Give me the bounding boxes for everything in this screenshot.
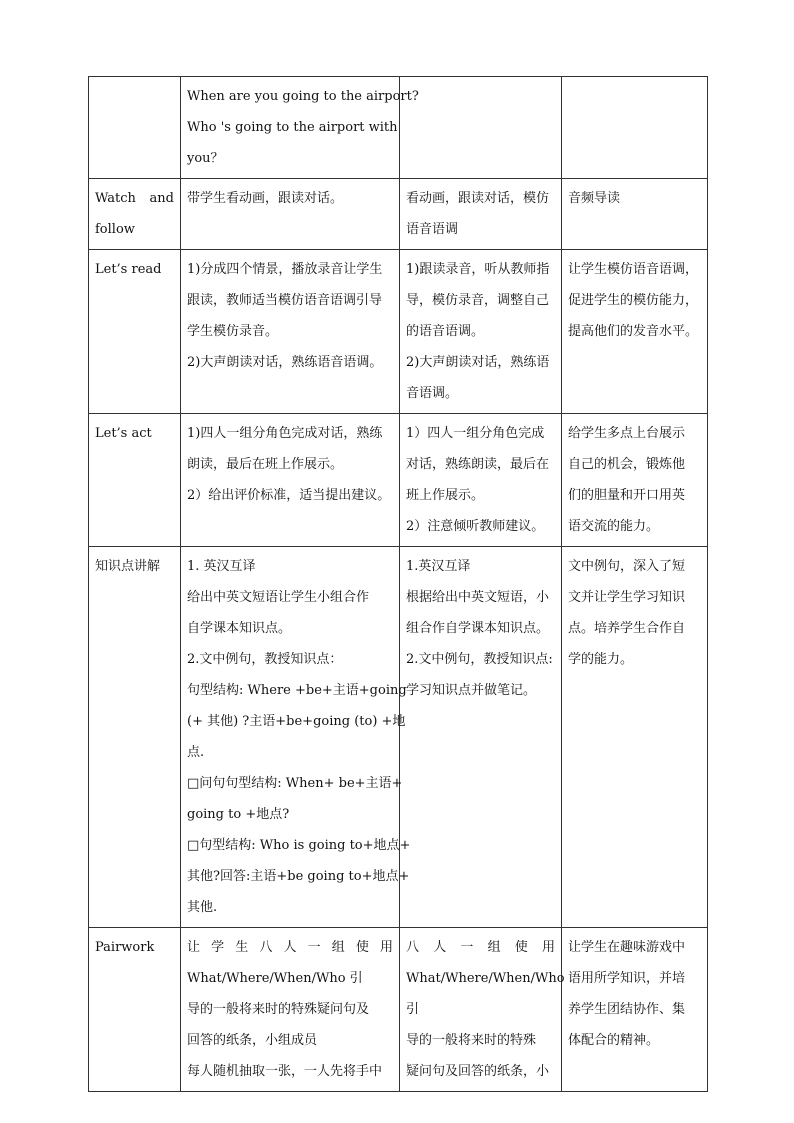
cell-student (400, 928, 565, 1092)
cell-teacher (181, 928, 400, 1092)
cell-text-line: 音语调。 (406, 386, 459, 401)
lesson-plan-body (89, 77, 708, 1092)
cell-intent (562, 179, 708, 250)
cell-text-line: 1.英汉互译 (406, 559, 471, 574)
table-row (89, 77, 708, 179)
cell-text-line: 1)跟读录音，听从教师指 (406, 262, 550, 277)
cell-text-line: 养学生团结协作、集 (568, 1002, 686, 1017)
cell-text-line: 让学生在趣味游戏中 (568, 940, 686, 955)
cell-intent (562, 77, 708, 179)
cell-text-line: 体配合的精神。 (568, 1033, 660, 1048)
cell-text-line: 让学生模仿语音语调， (568, 262, 699, 277)
cell-text-line: 给学生多点上台展示 (568, 426, 686, 441)
cell-intent (562, 547, 708, 928)
cell-text-line: 每人随机抽取一张，一人先将手中 (187, 1064, 383, 1079)
cell-text-line: 语用所学知识，并培 (568, 971, 686, 986)
cell-text-line: 1)分成四个情景，播放录音让学生 (187, 262, 383, 277)
table-row (89, 928, 708, 1092)
cell-student (400, 179, 562, 250)
cell-text-line: 跟读，教师适当模仿语音语调引导 (187, 293, 383, 308)
cell-text-line: 2)大声朗读对话，熟练语 (406, 355, 550, 370)
cell-text-line: 点. (187, 745, 205, 760)
cell-text-line: Let’s act (95, 426, 152, 441)
cell-text-line: follow (95, 222, 135, 237)
cell-text-line: 朗读，最后在班上作展示。 (187, 457, 344, 472)
cell-text-line: Who 's going to the airport with (187, 120, 398, 135)
cell-text-line: □问句句型结构: When+ be+主语+ (187, 776, 403, 791)
cell-text-line: 回答的纸条，小组成员 (187, 1033, 318, 1048)
table-row (89, 547, 708, 928)
cell-text-line: 点。培养学生合作自 (568, 621, 686, 636)
cell-teacher (181, 414, 400, 547)
cell-text-line: 学习知识点并做笔记。 (406, 683, 537, 698)
cell-text-line: 导的一般将来时的特殊疑问句及 (187, 1002, 370, 1017)
cell-text-line: □句型结构: Who is going to+地点+ (187, 838, 411, 853)
cell-stage (89, 77, 181, 179)
cell-text-line: (+ 其他) ?主语+be+going (to) +地 (187, 714, 406, 729)
cell-teacher (181, 547, 411, 928)
cell-stage (89, 414, 181, 547)
cell-student (400, 250, 562, 414)
cell-intent (562, 250, 708, 414)
cell-text-line: What/Where/When/Who (406, 971, 565, 986)
cell-text-line: 2）给出评价标准，适当提出建议。 (187, 488, 391, 503)
cell-text-line: 文并让学生学习知识 (568, 590, 686, 605)
cell-text-line: Watch and (95, 191, 174, 206)
cell-text-line: Let’s read (95, 262, 162, 277)
cell-text-line: 句型结构: Where +be+主语+going (187, 683, 407, 698)
cell-text-line: 导的一般将来时的特殊 (406, 1033, 537, 1048)
cell-text-line: 自己的机会，锻炼他 (568, 457, 686, 472)
cell-text-line: 2.文中例句，教授知识点: (406, 652, 553, 667)
cell-text-line: 的语音语调。 (406, 324, 485, 339)
cell-stage (89, 250, 181, 414)
cell-text-line: 们的胆量和开口用英 (568, 488, 686, 503)
cell-text-line: 提高他们的发音水平。 (568, 324, 699, 339)
cell-text-line: 自学课本知识点。 (187, 621, 292, 636)
cell-text-line: 组合作自学课本知识点。 (406, 621, 550, 636)
cell-student (400, 414, 562, 547)
cell-stage (89, 547, 181, 928)
cell-text-line: 1. 英汉互译 (187, 559, 256, 574)
cell-text-line: 给出中英文短语让学生小组合作 (187, 590, 370, 605)
cell-text-line: 疑问句及回答的纸条，小 (406, 1064, 550, 1079)
cell-text-line: 2)大声朗读对话，熟练语音语调。 (187, 355, 383, 370)
cell-text-line: 文中例句，深入了短 (568, 559, 686, 574)
cell-text-line: What/Where/When/Who 引 (187, 971, 363, 986)
cell-teacher (181, 179, 400, 250)
cell-stage (89, 928, 181, 1092)
cell-text-line: 对话，熟练朗读，最后在 (406, 457, 550, 472)
cell-text-line: you？ (187, 151, 224, 166)
cell-text-line: Pairwork (95, 940, 155, 955)
cell-intent (562, 414, 708, 547)
cell-text-line: 根据给出中英文短语，小 (406, 590, 550, 605)
cell-teacher (181, 77, 419, 179)
cell-text-line: 导，模仿录音，调整自己 (406, 293, 550, 308)
cell-text-line: 2）注意倾听教师建议。 (406, 519, 545, 534)
cell-text-line: 1）四人一组分角色完成 (406, 426, 545, 441)
cell-student (400, 547, 562, 928)
table-row (89, 179, 708, 250)
cell-text-line: 促进学生的模仿能力， (568, 293, 699, 308)
cell-text-line: 八 人 一 组 使 用 (406, 940, 555, 955)
cell-text-line: When are you going to the airport? (187, 89, 419, 104)
cell-text-line: 其他?回答:主语+be going to+地点+ (187, 869, 410, 884)
cell-text-line: 音频导读 (568, 191, 621, 206)
cell-text-line: 班上作展示。 (406, 488, 485, 503)
cell-text-line: going to +地点? (187, 807, 290, 822)
cell-student (400, 77, 562, 179)
cell-text-line: 带学生看动画，跟读对话。 (187, 191, 344, 206)
cell-text-line: 学的能力。 (568, 652, 634, 667)
cell-text-line: 2.文中例句，教授知识点： (187, 652, 343, 667)
cell-text-line: 让 学 生 八 人 一 组 使 用 (187, 940, 393, 955)
cell-text-line: 引 (406, 1002, 420, 1017)
cell-text-line: 看动画，跟读对话，模仿 (406, 191, 550, 206)
cell-intent (562, 928, 708, 1092)
cell-text-line: 知识点讲解 (95, 559, 161, 574)
cell-teacher (181, 250, 400, 414)
table-row (89, 414, 708, 547)
table-row (89, 250, 708, 414)
lesson-plan-table (88, 76, 708, 1092)
cell-text-line: 语交流的能力。 (568, 519, 660, 534)
cell-text-line: 语音语调 (406, 222, 459, 237)
cell-text-line: 1)四人一组分角色完成对话，熟练 (187, 426, 383, 441)
cell-text-line: 学生模仿录音。 (187, 324, 279, 339)
cell-stage (89, 179, 181, 250)
cell-text-line: 其他. (187, 900, 218, 915)
